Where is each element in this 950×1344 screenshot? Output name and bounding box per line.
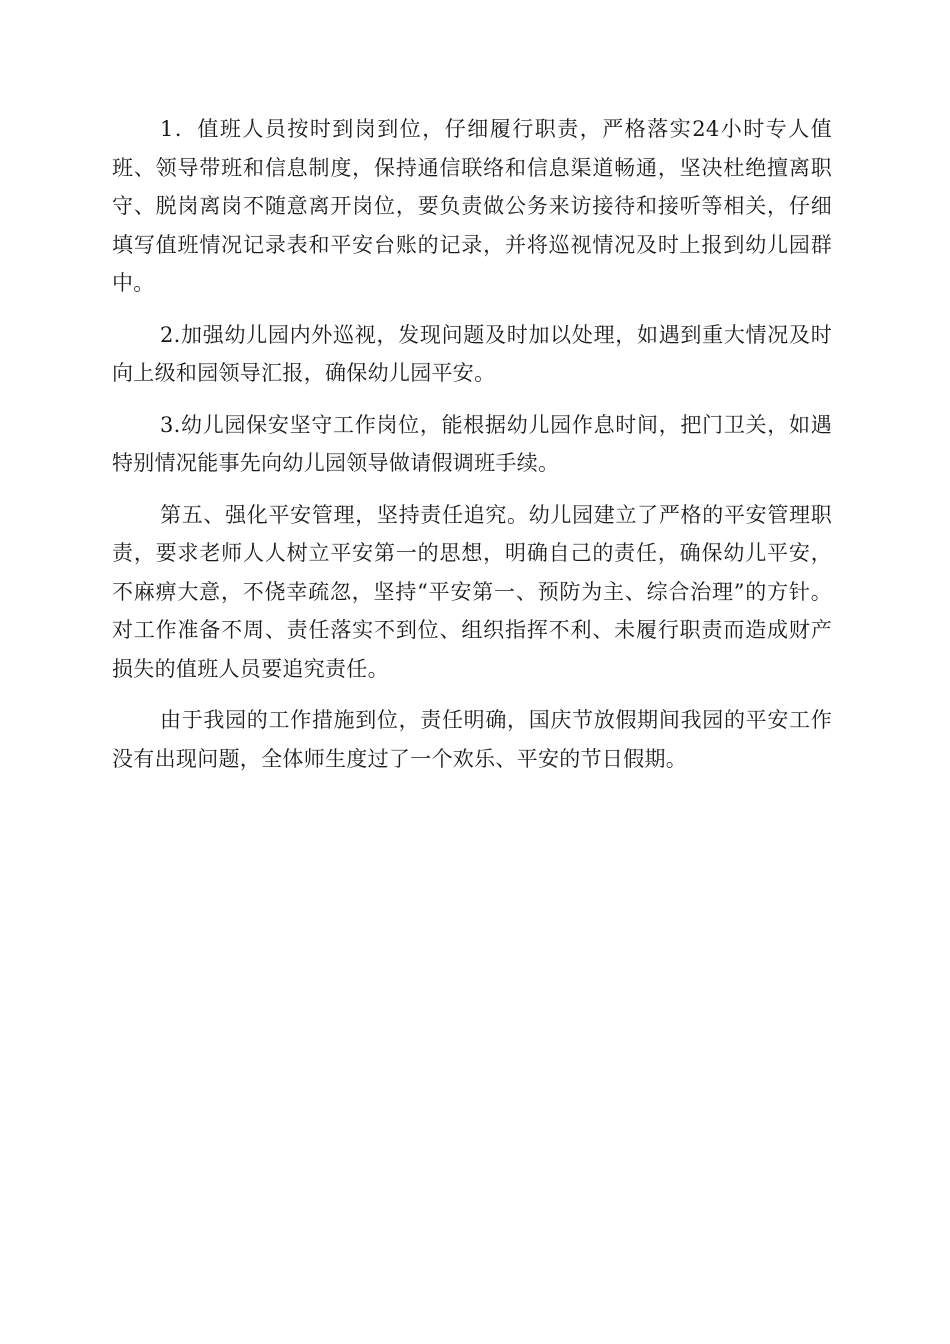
- document-page: [112, 110, 832, 791]
- paragraph-patrol: 2.加强幼儿园内外巡视，发现问题及时加以处理，如遇到重大情况及时向上级和园领导汇报，确保幼儿园平安。: [112, 322, 832, 385]
- paragraph-conclusion: 由于我园的工作措施到位，责任明确，国庆节放假期间我园的平安工作没有出现问题，全体师生度过了一个欢乐、平安的节日假期。: [112, 708, 832, 771]
- paragraph-security-guard: 3.幼儿园保安坚守工作岗位，能根据幼儿园作息时间，把门卫关，如遇特别情况能事先向幼儿园领导做请假调班手续。: [112, 412, 832, 475]
- paragraph-safety-management: 第五、强化平安管理，坚持责任追究。幼儿园建立了严格的平安管理职责，要求老师人人树立平安第一的思想，明确自己的责任，确保幼儿平安，不麻痹大意，不侥幸疏忽，坚持“平安第一、预防为主、综合治理”的方针。对工作准备不周、责任落实不到位、组织指挥不利、未履行职责而造成财产损失的值班人员要追究责任。: [112, 502, 832, 681]
- paragraph-duty-staff: 1．值班人员按时到岗到位，仔细履行职责，严格落实24小时专人值班、领导带班和信息制度，保持通信联络和信息渠道畅通，坚决杜绝擅离职守、脱岗离岗不随意离开岗位，要负责做公务来访接待和接听等相关，仔细填写值班情况记录表和平安台账的记录，并将巡视情况及时上报到幼儿园群中。: [112, 117, 832, 295]
